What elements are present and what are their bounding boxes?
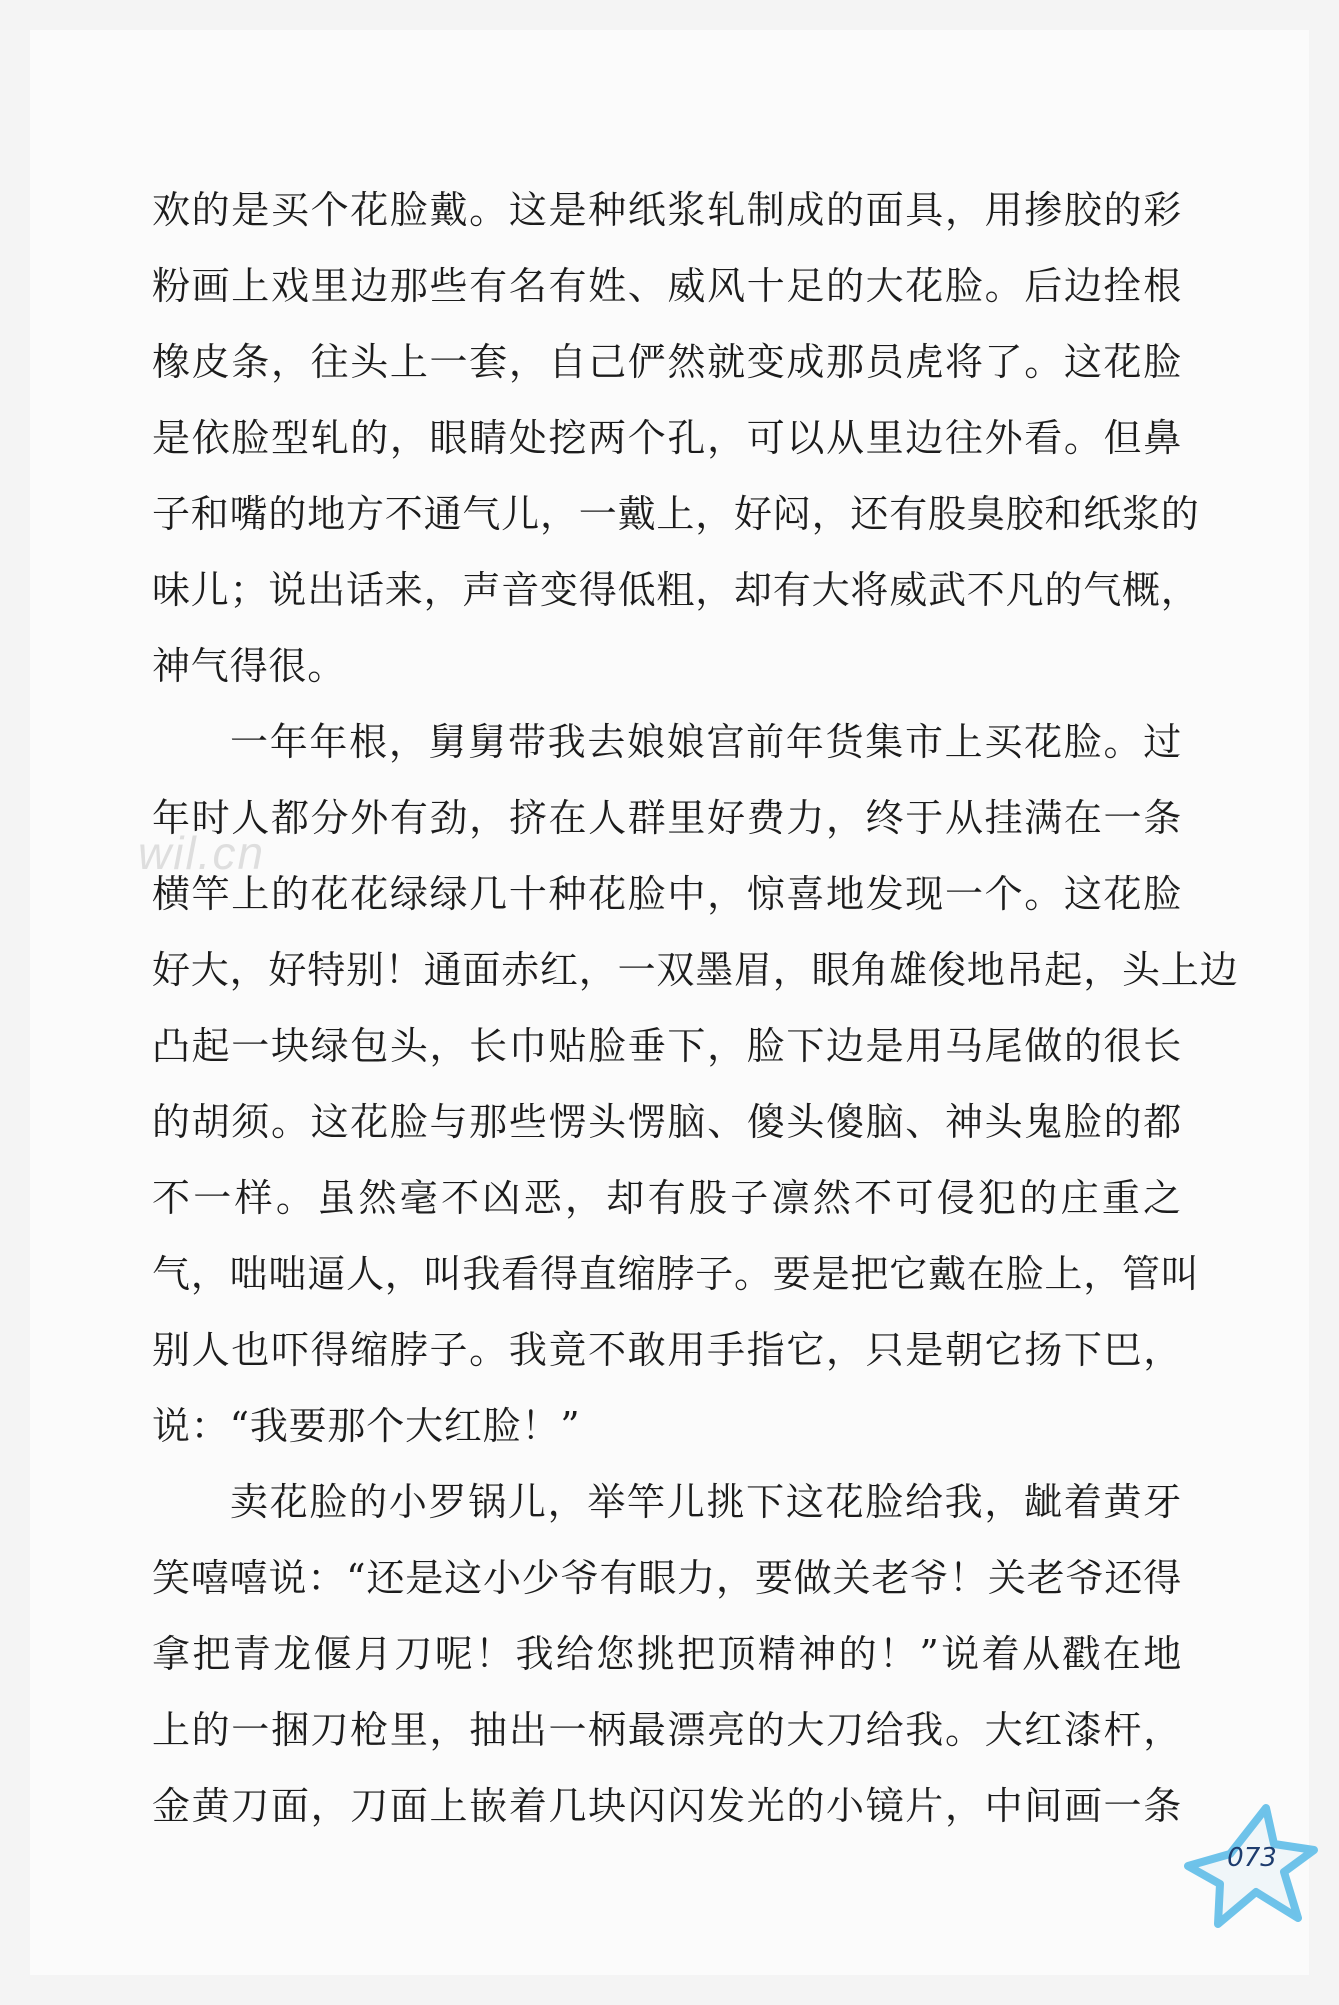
text-line: 的胡须。这花脸与那些愣头愣脑、傻头傻脑、神头鬼脸的都: [152, 1100, 1182, 1144]
text-line: 味儿；说出话来，声音变得低粗，却有大将威武不凡的气概，: [152, 568, 1200, 612]
body-text: [152, 172, 1239, 1844]
watermark: wil.cn: [138, 827, 266, 879]
text-line: 子和嘴的地方不通气儿，一戴上，好闷，还有股臭胶和纸浆的: [152, 492, 1200, 536]
text-line: 是依脸型轧的，眼睛处挖两个孔，可以从里边往外看。但鼻: [152, 416, 1182, 460]
page-number: 073: [1227, 1843, 1277, 1873]
text-line: 笑嘻嘻说：“还是这小少爷有眼力，要做关老爷！关老爷还得: [152, 1556, 1182, 1600]
text-line: 年时人都分外有劲，挤在人群里好费力，终于从挂满在一条: [152, 796, 1182, 840]
paragraph-start-line: 一年年根，舅舅带我去娘娘宫前年货集市上买花脸。过: [230, 720, 1182, 764]
text-line: 气，咄咄逼人，叫我看得直缩脖子。要是把它戴在脸上，管叫: [152, 1252, 1200, 1296]
text-line: 欢的是买个花脸戴。这是种纸浆轧制成的面具，用掺胶的彩: [152, 188, 1182, 232]
text-line: 金黄刀面，刀面上嵌着几块闪闪发光的小镜片，中间画一条: [152, 1784, 1182, 1828]
text-line: 说：“我要那个大红脸！”: [152, 1404, 581, 1448]
text-line: 上的一捆刀枪里，抽出一柄最漂亮的大刀给我。大红漆杆，: [152, 1708, 1182, 1752]
text-line: 橡皮条，往头上一套，自己俨然就变成那员虎将了。这花脸: [152, 340, 1182, 384]
text-line: 横竿上的花花绿绿几十种花脸中，惊喜地发现一个。这花脸: [152, 872, 1182, 916]
text-line: 别人也吓得缩脖子。我竟不敢用手指它，只是朝它扬下巴，: [152, 1328, 1182, 1372]
paragraph-start-line: 卖花脸的小罗锅儿，举竿儿挑下这花脸给我，龇着黄牙: [230, 1480, 1182, 1524]
text-line: 拿把青龙偃月刀呢！我给您挑把顶精神的！”说着从戳在地: [152, 1632, 1182, 1676]
text-line: 好大，好特别！通面赤红，一双墨眉，眼角雄俊地吊起，头上边: [152, 948, 1239, 992]
text-line: 粉画上戏里边那些有名有姓、威风十足的大花脸。后边拴根: [152, 264, 1182, 308]
text-line: 神气得很。: [152, 644, 347, 688]
text-line: 不一样。虽然毫不凶恶，却有股子凛然不可侵犯的庄重之: [152, 1176, 1182, 1220]
text-line: 凸起一块绿包头，长巾贴脸垂下，脸下边是用马尾做的很长: [152, 1024, 1182, 1068]
